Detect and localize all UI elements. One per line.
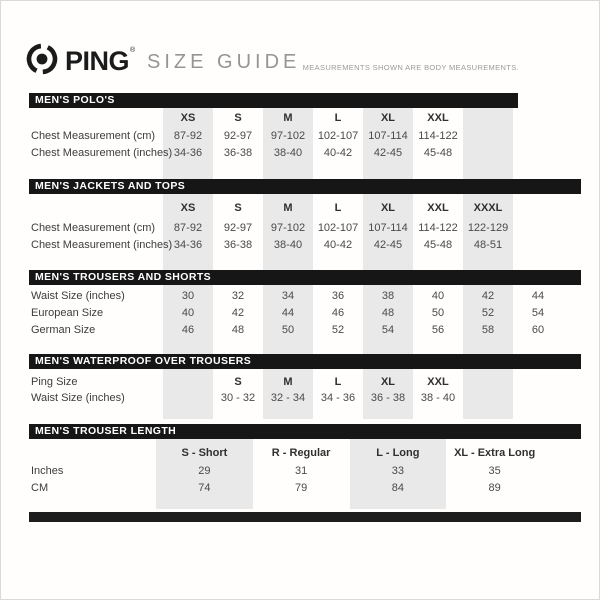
row-label: Chest Measurement (cm) — [31, 130, 156, 142]
size-value-cell: 36 — [331, 290, 345, 302]
size-value-cell: 34 — [281, 290, 295, 302]
size-value-cell: 40 — [431, 290, 445, 302]
size-header-cell: XXXL — [473, 202, 503, 214]
size-value-cell: 74 — [198, 482, 211, 494]
table-row — [1, 322, 599, 338]
section-title: MEN'S POLO'S — [35, 94, 115, 106]
size-value-cell: 46 — [181, 324, 195, 336]
size-header-cell: L — [334, 112, 342, 124]
table-row — [1, 128, 599, 144]
ping-logo-icon — [25, 42, 59, 76]
size-value-cell: 92-97 — [223, 222, 253, 234]
size-header-cell: S — [234, 376, 242, 388]
size-value-cell: 97-102 — [270, 130, 306, 142]
size-header-cell: XL — [380, 112, 396, 124]
size-value-cell: 36-38 — [223, 239, 253, 251]
size-value-cell: 32 — [231, 290, 245, 302]
size-value-cell: 40-42 — [323, 147, 353, 159]
table-row — [1, 237, 599, 253]
size-value-cell: 79 — [295, 482, 308, 494]
size-value-cell: 89 — [488, 482, 501, 494]
size-value-cell: 107-114 — [368, 222, 408, 234]
size-value-cell: 45-48 — [423, 239, 453, 251]
size-header-cell: M — [283, 112, 293, 124]
size-value-cell: 34-36 — [173, 239, 203, 251]
table-row — [1, 374, 599, 390]
section-title: MEN'S TROUSERS AND SHORTS — [35, 271, 212, 283]
section-header-bar — [29, 270, 581, 285]
row-label: Chest Measurement (inches) — [31, 239, 173, 251]
table-row — [1, 110, 599, 126]
size-value-cell: 30 — [181, 290, 195, 302]
size-value-cell: 42 — [231, 307, 245, 319]
size-value-cell: 42 — [481, 290, 495, 302]
size-value-cell: 102-107 — [317, 222, 359, 234]
measurements-note: MEASUREMENTS SHOWN ARE BODY MEASUREMENTS. — [302, 63, 519, 72]
size-value-cell: 31 — [295, 465, 308, 477]
size-header-cell: XXL — [427, 112, 449, 124]
section-title: MEN'S WATERPROOF OVER TROUSERS — [35, 355, 252, 367]
size-header-cell: L - Long — [376, 447, 420, 459]
size-value-cell: 40-42 — [323, 239, 353, 251]
table-row — [1, 480, 599, 496]
size-value-cell: 38-40 — [273, 239, 303, 251]
size-value-cell: 50 — [431, 307, 445, 319]
size-value-cell: 48 — [231, 324, 245, 336]
row-label: Waist Size (inches) — [31, 290, 125, 302]
size-value-cell: 46 — [331, 307, 345, 319]
table-row — [1, 288, 599, 304]
size-value-cell: 122-129 — [467, 222, 509, 234]
size-value-cell: 38-40 — [273, 147, 303, 159]
row-label: Inches — [31, 465, 64, 477]
size-header-cell: L — [334, 376, 342, 388]
size-header-cell: L — [334, 202, 342, 214]
table-row — [1, 305, 599, 321]
size-value-cell: 50 — [281, 324, 295, 336]
size-header-cell: M — [283, 376, 293, 388]
size-value-cell: 35 — [488, 465, 501, 477]
size-value-cell: 92-97 — [223, 130, 253, 142]
page-title: SIZE GUIDE — [147, 51, 301, 73]
size-value-cell: 42-45 — [373, 239, 403, 251]
table-row — [1, 390, 599, 406]
size-header-cell: XL — [380, 376, 396, 388]
size-header-cell: S — [234, 112, 242, 124]
row-label: CM — [31, 482, 49, 494]
section-title: MEN'S JACKETS AND TOPS — [35, 180, 186, 192]
size-header-cell: XL - Extra Long — [454, 447, 536, 459]
table-row — [1, 220, 599, 236]
row-label: Chest Measurement (cm) — [31, 222, 156, 234]
row-label: Chest Measurement (inches) — [31, 147, 173, 159]
size-header-cell: R - Regular — [271, 447, 331, 459]
size-value-cell: 40 — [181, 307, 195, 319]
table-row — [1, 145, 599, 161]
registered-trademark: ® — [130, 47, 136, 54]
size-value-cell: 52 — [481, 307, 495, 319]
size-header-cell: S - Short — [181, 447, 228, 459]
size-header-cell: S — [234, 202, 242, 214]
size-header-cell: XS — [180, 202, 196, 214]
section-header-bar — [29, 179, 581, 194]
size-value-cell: 102-107 — [317, 130, 359, 142]
row-label: Waist Size (inches) — [31, 392, 125, 404]
table-row — [1, 463, 599, 479]
size-value-cell: 48 — [381, 307, 395, 319]
size-value-cell: 32 - 34 — [270, 392, 306, 404]
size-value-cell: 87-92 — [173, 130, 203, 142]
row-label: German Size — [31, 324, 96, 336]
size-value-cell: 60 — [531, 324, 545, 336]
section-title: MEN'S TROUSER LENGTH — [35, 425, 177, 437]
size-value-cell: 44 — [281, 307, 295, 319]
size-value-cell: 29 — [198, 465, 211, 477]
size-value-cell: 48-51 — [473, 239, 503, 251]
size-value-cell: 87-92 — [173, 222, 203, 234]
size-value-cell: 114-122 — [418, 130, 458, 142]
table-row — [1, 200, 599, 216]
size-value-cell: 42-45 — [373, 147, 403, 159]
size-value-cell: 38 - 40 — [420, 392, 456, 404]
brand-wordmark: PING — [65, 46, 130, 76]
size-value-cell: 56 — [431, 324, 445, 336]
size-value-cell: 38 — [381, 290, 395, 302]
size-value-cell: 36-38 — [223, 147, 253, 159]
size-header-cell: XS — [180, 112, 196, 124]
section-header-bar — [29, 424, 581, 439]
size-value-cell: 54 — [531, 307, 545, 319]
size-value-cell: 84 — [391, 482, 404, 494]
section-header-bar — [29, 354, 581, 369]
size-value-cell: 107-114 — [368, 130, 408, 142]
size-header-cell: M — [283, 202, 293, 214]
size-header-cell: XXL — [427, 202, 449, 214]
row-label: European Size — [31, 307, 104, 319]
size-value-cell: 54 — [381, 324, 395, 336]
section-header-bar — [29, 93, 518, 108]
size-value-cell: 30 - 32 — [220, 392, 256, 404]
size-value-cell: 34-36 — [173, 147, 203, 159]
row-label: Ping Size — [31, 376, 78, 388]
size-value-cell: 34 - 36 — [320, 392, 356, 404]
size-value-cell: 36 - 38 — [370, 392, 406, 404]
table-row — [1, 445, 599, 461]
size-value-cell: 44 — [531, 290, 545, 302]
size-value-cell: 52 — [331, 324, 345, 336]
size-header-cell: XL — [380, 202, 396, 214]
size-value-cell: 33 — [391, 465, 404, 477]
size-value-cell: 45-48 — [423, 147, 453, 159]
bottom-rule — [29, 512, 581, 522]
size-value-cell: 97-102 — [270, 222, 306, 234]
size-header-cell: XXL — [427, 376, 449, 388]
size-value-cell: 58 — [481, 324, 495, 336]
size-value-cell: 114-122 — [418, 222, 458, 234]
